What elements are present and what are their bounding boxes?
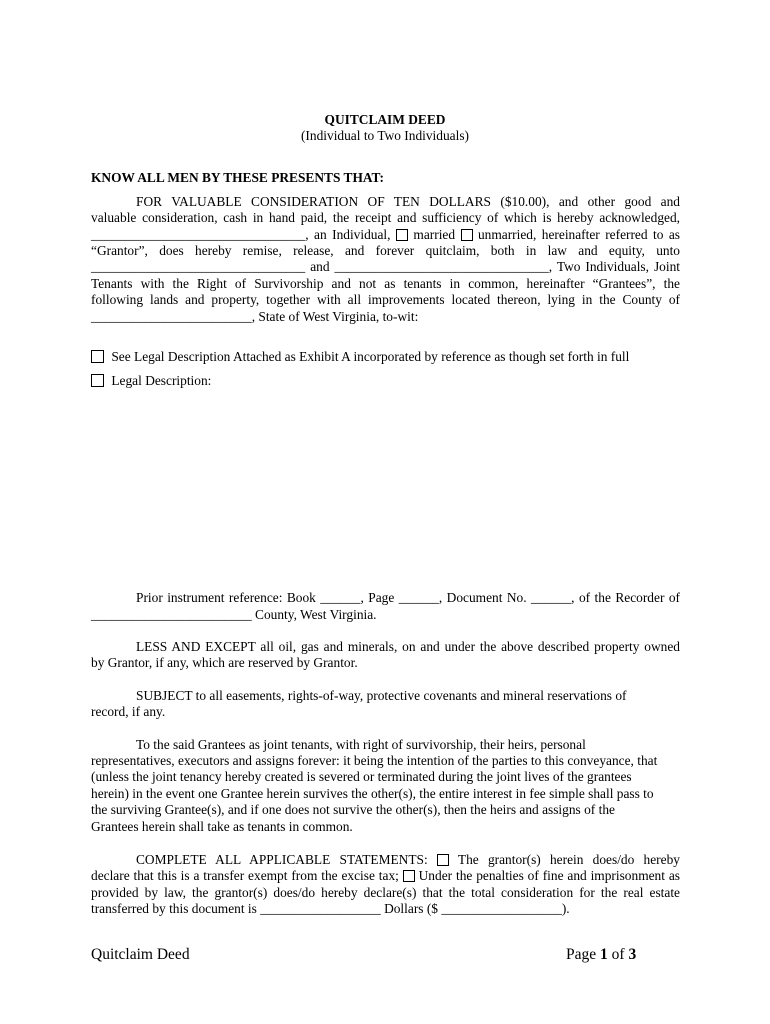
consideration-line-2: valuable consideration, cash in hand paid, the receipt and sufficiency of which is hereby acknowledged,	[91, 210, 680, 225]
complete-line-3: provided by law, the grantor(s) does/do hereby declare(s) that the total consideration for the real estate	[91, 885, 680, 900]
consideration-declare-checkbox[interactable]	[403, 870, 415, 882]
page-current: 1	[600, 946, 608, 963]
complete-line-4: transferred by this document is __________________ Dollars ($ __________________).	[91, 901, 570, 916]
exhibit-label: See Legal Description Attached as Exhibit A incorporated by reference as though set forth in full	[111, 349, 630, 364]
legal-description-checkbox[interactable]	[91, 374, 104, 387]
consideration-line-6: Tenants with the Right of Survivorship and not as tenants in common, hereinafter “Grantees”, the	[91, 276, 680, 291]
subject-line-1: SUBJECT to all easements, rights-of-way, protective covenants and mineral reservations of	[136, 688, 627, 703]
less-except-line-2: by Grantor, if any, which are reserved by Grantor.	[91, 655, 358, 670]
complete-line-1	[136, 852, 680, 868]
complete-line-2-text: Under the penalties of fine and imprisonment as	[418, 868, 680, 883]
less-except-line-1: LESS AND EXCEPT all oil, gas and minerals, on and under the above described property owned	[136, 639, 680, 654]
section-heading: KNOW ALL MEN BY THESE PRESENTS THAT:	[91, 170, 384, 185]
complete-line-1-text: The grantor(s) herein does/do hereby	[457, 852, 680, 867]
complete-heading: COMPLETE ALL APPLICABLE STATEMENTS:	[136, 852, 428, 867]
subject-line-2: record, if any.	[91, 704, 166, 719]
page-total: 3	[628, 946, 637, 963]
footer-title: Quitclaim Deed	[91, 946, 190, 963]
consideration-line-1: FOR VALUABLE CONSIDERATION OF TEN DOLLARS ($10.00), and other good and	[136, 194, 680, 209]
legal-description-label: Legal Description:	[111, 373, 212, 388]
consideration-line-4: “Grantor”, does hereby remise, release, and forever quitclaim, both in law and equity, unto	[91, 243, 680, 258]
grantees-names-line: ________________________________ and ________________________________, Two Individuals, Joint	[91, 259, 680, 274]
grantor-line	[91, 227, 680, 243]
grantor-name-blank: ________________________________, an Individual,	[91, 227, 391, 242]
prior-instrument-line-2: ________________________ County, West Virginia.	[91, 607, 377, 622]
unmarried-label: unmarried, hereinafter referred to as	[477, 227, 681, 242]
grantees-line-4: herein) in the event one Grantee herein survives the other(s), the entire interest in fee simple shall pass to	[91, 786, 654, 801]
married-checkbox[interactable]	[396, 229, 408, 241]
grantees-line-1: To the said Grantees as joint tenants, with right of survivorship, their heirs, personal	[136, 737, 586, 752]
excise-exempt-text: declare that this is a transfer exempt from the excise tax;	[91, 868, 399, 883]
consideration-line-7: following lands and property, together with all improvements located thereon, lying in the County of	[91, 292, 680, 307]
grantees-line-2: representatives, executors and assigns forever: it being the intention of the parties to this conveyance, that	[91, 753, 658, 768]
page-number	[566, 947, 636, 963]
document-subtitle: (Individual to Two Individuals)	[300, 128, 470, 143]
prior-instrument-line-1: Prior instrument reference: Book ______, Page ______, Document No. ______, of the Recorder of	[136, 590, 680, 605]
document-title: QUITCLAIM DEED	[324, 112, 446, 127]
county-line: ________________________, State of West Virginia, to-wit:	[91, 309, 419, 324]
married-label: married	[413, 227, 456, 242]
grantees-line-3: (unless the joint tenancy hereby created is severed or terminated during the joint lives of the grantees	[91, 769, 632, 784]
legal-description-option	[91, 373, 211, 389]
exhibit-checkbox[interactable]	[91, 350, 104, 363]
exhibit-option	[91, 349, 629, 365]
page-prefix: Page	[566, 946, 597, 963]
excise-exempt-checkbox[interactable]	[437, 854, 449, 866]
grantees-line-5: the surviving Grantee(s), and if one does not survive the other(s), then the heirs and assigns of the	[91, 802, 615, 817]
grantees-line-6: Grantees herein shall take as tenants in common.	[91, 819, 353, 834]
unmarried-checkbox[interactable]	[461, 229, 473, 241]
complete-line-2	[91, 868, 680, 884]
page-of: of	[611, 946, 625, 963]
